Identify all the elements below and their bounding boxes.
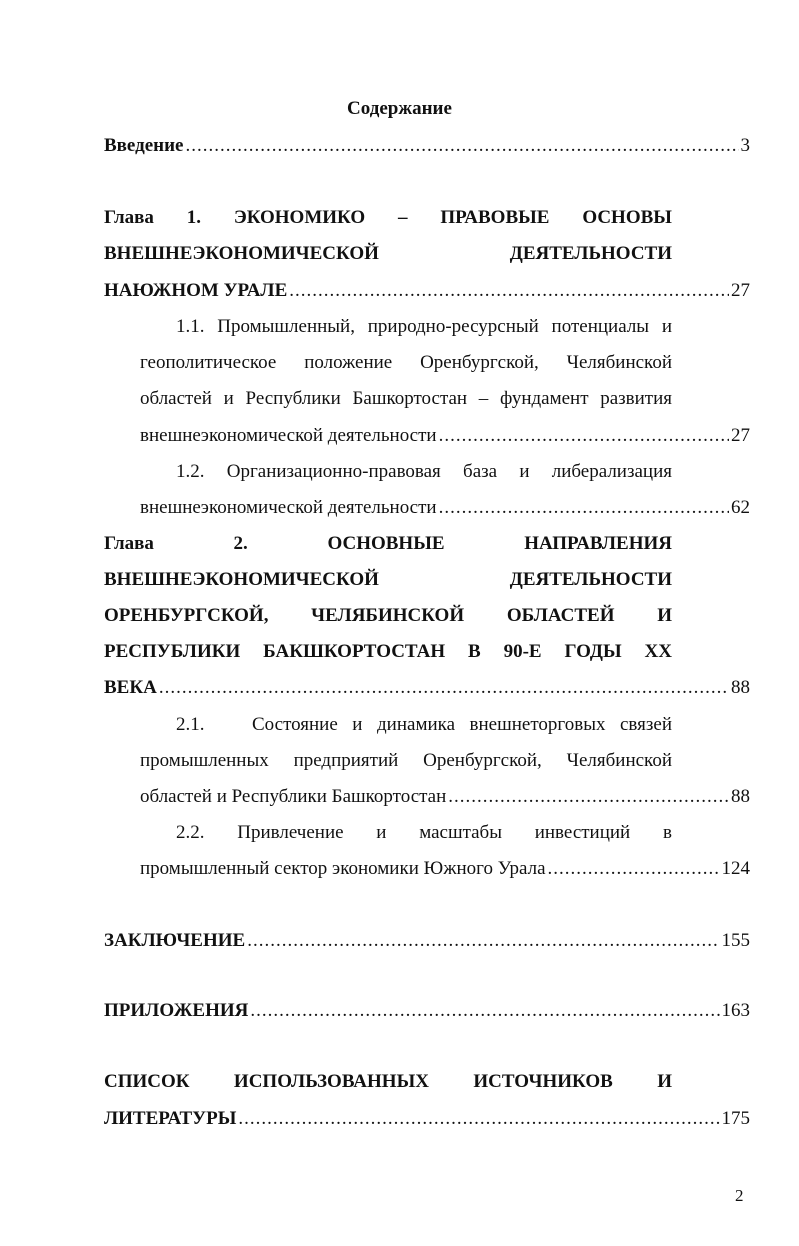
toc-label: ЗАКЛЮЧЕНИЕ — [104, 930, 246, 951]
leader-dots — [186, 135, 739, 157]
sources-word: И — [657, 1071, 672, 1092]
toc-label: ВЕКА — [104, 677, 157, 698]
chapter-word: ОСНОВЫ — [582, 207, 672, 228]
section-text: Состояние и динамика внешнеторговых связей — [252, 714, 672, 735]
leader-dots — [247, 930, 719, 952]
section22-line1 — [176, 822, 672, 844]
chapter-number: 1. — [186, 207, 201, 228]
toc-label: внешнеэкономической деятельности — [140, 425, 437, 446]
toc-label: ПРИЛОЖЕНИЯ — [104, 1000, 249, 1021]
chapter-number: 2. — [233, 533, 248, 554]
toc-page-number: 163 — [721, 1000, 750, 1021]
toc-entry-section11[interactable] — [140, 425, 750, 447]
toc-page-number: 27 — [731, 280, 750, 301]
chapter-word: ЭКОНОМИКО — [233, 207, 366, 228]
chapter-word: ЧЕЛЯБИНСКОЙ — [311, 605, 465, 626]
chapter-word: Глава — [104, 207, 154, 228]
chapter2-line3 — [104, 605, 672, 627]
page-title: Содержание — [347, 98, 452, 119]
leader-dots — [289, 280, 729, 302]
chapter-word: ОБЛАСТЕЙ — [506, 605, 615, 626]
toc-entry-conclusion[interactable] — [104, 930, 750, 952]
toc-entry-intro[interactable] — [104, 135, 750, 157]
chapter-word: И — [657, 605, 672, 626]
section-word: инвестиций — [534, 822, 631, 843]
toc-label: промышленный сектор экономики Южного Урала — [140, 858, 546, 879]
section21-line1 — [176, 714, 672, 736]
leader-dots — [250, 1000, 719, 1022]
toc-page-number: 155 — [721, 930, 750, 951]
page-number: 2 — [735, 1186, 744, 1205]
sources-line1 — [104, 1071, 672, 1093]
toc-label: Введение — [104, 135, 184, 156]
chapter2-line4: РЕСПУБЛИКИ БАКШКОРТОСТАН В 90-Е ГОДЫ XX — [104, 641, 672, 662]
leader-dots — [448, 786, 729, 808]
chapter-word: ДЕЯТЕЛЬНОСТИ — [509, 569, 672, 590]
section-number: 2.2. — [176, 822, 205, 843]
leader-dots — [439, 425, 729, 447]
toc-page-number: 175 — [721, 1108, 750, 1129]
leader-dots — [548, 858, 720, 880]
section-word: в — [662, 822, 672, 843]
sources-word: ИСТОЧНИКОВ — [473, 1071, 613, 1092]
toc-label: ЛИТЕРАТУРЫ — [104, 1108, 237, 1129]
chapter-word: ВНЕШНЕЭКОНОМИЧЕСКОЙ — [104, 243, 379, 264]
section12-line1: 1.2. Организационно-правовая база и либерализация — [176, 461, 672, 482]
chapter-word: – — [397, 207, 408, 228]
toc-entry-chapter2[interactable] — [104, 677, 750, 699]
section-word: и — [376, 822, 387, 843]
chapter-word: Глава — [104, 533, 154, 554]
chapter2-line2 — [104, 569, 672, 591]
leader-dots — [238, 1108, 719, 1130]
leader-dots — [439, 497, 729, 519]
chapter1-line2 — [104, 243, 672, 265]
section-word: масштабы — [419, 822, 502, 843]
toc-page-number: 62 — [731, 497, 750, 518]
toc-entry-chapter1[interactable] — [104, 280, 750, 302]
toc-label: НАЮЖНОМ УРАЛЕ — [104, 280, 288, 301]
toc-entry-sources[interactable] — [104, 1108, 750, 1130]
toc-page-number: 88 — [731, 786, 750, 807]
section-number: 2.1. — [176, 714, 205, 735]
toc-page-number: 3 — [740, 135, 750, 156]
toc-page-number: 124 — [721, 858, 750, 879]
chapter-word: ОСНОВНЫЕ — [327, 533, 445, 554]
chapter-word: ОРЕНБУРГСКОЙ, — [104, 605, 269, 626]
section-word: Привлечение — [237, 822, 344, 843]
toc-entry-section12[interactable] — [140, 497, 750, 519]
chapter1-line1 — [104, 207, 672, 229]
chapter2-line1 — [104, 533, 672, 555]
toc-page-number: 88 — [731, 677, 750, 698]
toc-entry-section22[interactable] — [140, 858, 750, 880]
sources-word: СПИСОК — [104, 1071, 190, 1092]
chapter-word: ПРАВОВЫЕ — [440, 207, 550, 228]
toc-label: внешнеэкономической деятельности — [140, 497, 437, 518]
toc-entry-section21[interactable] — [140, 786, 750, 808]
chapter-word: ВНЕШНЕЭКОНОМИЧЕСКОЙ — [104, 569, 379, 590]
leader-dots — [159, 677, 729, 699]
chapter-word: НАПРАВЛЕНИЯ — [524, 533, 672, 554]
chapter-word: ДЕЯТЕЛЬНОСТИ — [509, 243, 672, 264]
toc-entry-appendices[interactable] — [104, 1000, 750, 1022]
section11-line3: областей и Республики Башкортостан – фундамент развития — [140, 388, 672, 409]
sources-word: ИСПОЛЬЗОВАННЫХ — [233, 1071, 429, 1092]
toc-label: областей и Республики Башкортостан — [140, 786, 447, 807]
section21-line2: промышленных предприятий Оренбургской, Челябинской — [140, 750, 672, 771]
section11-line1: 1.1. Промышленный, природно-ресурсный потенциалы и — [176, 316, 672, 337]
toc-page-number: 27 — [731, 425, 750, 446]
section11-line2: геополитическое положение Оренбургской, Челябинской — [140, 352, 672, 373]
